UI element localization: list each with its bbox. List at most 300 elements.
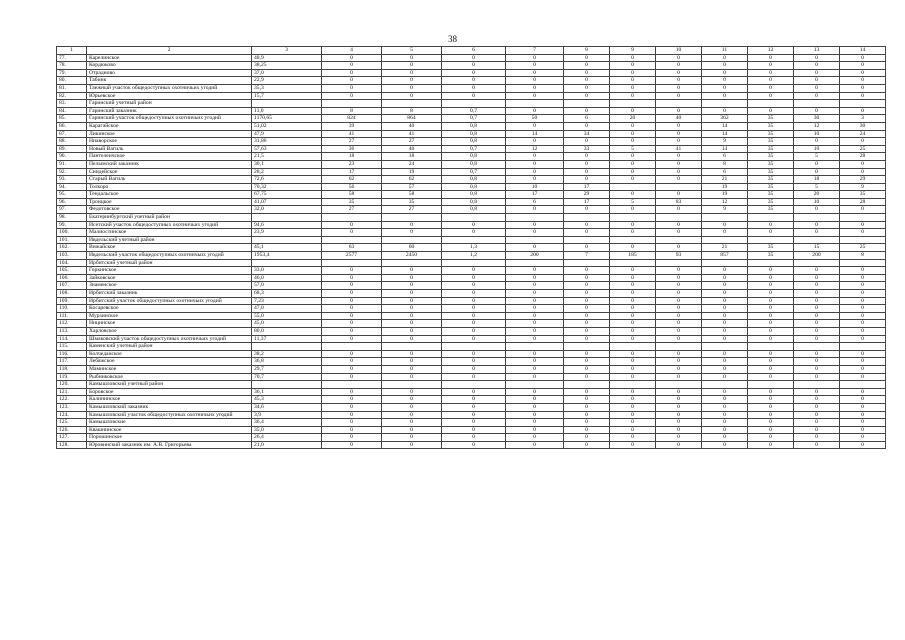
value-cell: 0	[794, 403, 840, 411]
row-number-cell: 106.	[57, 274, 87, 282]
column-header: 4	[322, 47, 382, 55]
value-cell: 0	[506, 396, 564, 404]
value-cell: 0	[794, 138, 840, 146]
value-cell	[656, 214, 702, 222]
value-cell	[656, 259, 702, 267]
value-cell: 0	[794, 396, 840, 404]
value-cell: 0	[794, 62, 840, 70]
value-cell: 0	[840, 290, 886, 298]
value-cell: 0	[442, 441, 506, 449]
value-cell: 0	[610, 365, 656, 373]
row-number-cell: 91.	[57, 160, 87, 168]
value-cell: 0	[564, 358, 610, 366]
page-number: 38	[448, 34, 457, 44]
section-row	[57, 236, 886, 244]
name-cell: Старый Вагиль	[87, 176, 252, 184]
value-cell: 0	[656, 153, 702, 161]
value-cell: 0	[794, 160, 840, 168]
name-cell: Пантелеичское	[87, 153, 252, 161]
name-cell: Шмаковский участок общедоступных охотничьих угодий	[87, 335, 252, 343]
value-cell: 0	[610, 267, 656, 275]
value-cell: 0	[322, 327, 382, 335]
value-cell: 15,7	[252, 92, 322, 100]
row-number-cell: 112.	[57, 320, 87, 328]
name-cell: Порошинское	[87, 434, 252, 442]
value-cell: 0	[656, 206, 702, 214]
value-cell: 25	[840, 244, 886, 252]
value-cell: 0,8	[442, 206, 506, 214]
value-cell: 0	[442, 54, 506, 62]
row-number-cell: 97.	[57, 206, 87, 214]
value-cell: 0	[564, 312, 610, 320]
value-cell: 0	[702, 297, 748, 305]
value-cell	[840, 381, 886, 389]
value-cell: 0	[442, 274, 506, 282]
table-row	[57, 358, 886, 366]
value-cell: 0	[702, 92, 748, 100]
value-cell: 0	[610, 350, 656, 358]
value-cell: 0	[564, 373, 610, 381]
value-cell: 0	[322, 274, 382, 282]
value-cell: 35	[748, 115, 794, 123]
value-cell: 41	[322, 130, 382, 138]
value-cell: 0	[322, 365, 382, 373]
value-cell: 0	[702, 290, 748, 298]
value-cell	[382, 236, 442, 244]
value-cell: 17	[564, 183, 610, 191]
value-cell: 0	[506, 335, 564, 343]
value-cell	[656, 236, 702, 244]
value-cell: 56	[322, 183, 382, 191]
value-cell: 55,0	[252, 312, 322, 320]
value-cell: 0	[702, 229, 748, 237]
value-cell	[610, 259, 656, 267]
value-cell: 0	[506, 84, 564, 92]
row-number-cell: 109.	[57, 297, 87, 305]
value-cell: 70,7	[252, 373, 322, 381]
name-cell: Каменский учетный район	[87, 343, 252, 351]
value-cell: 0	[702, 267, 748, 275]
value-cell: 0	[610, 107, 656, 115]
value-cell	[382, 343, 442, 351]
value-cell: 0	[564, 160, 610, 168]
value-cell: 0	[382, 54, 442, 62]
value-cell: 0	[610, 274, 656, 282]
value-cell: 17	[506, 191, 564, 199]
value-cell: 0	[564, 350, 610, 358]
value-cell: 1953,4	[252, 252, 322, 260]
value-cell: 0	[748, 358, 794, 366]
value-cell	[702, 214, 748, 222]
value-cell: 0	[382, 426, 442, 434]
value-cell: 58	[382, 191, 442, 199]
value-cell: 0	[610, 138, 656, 146]
table-row	[57, 77, 886, 85]
value-cell: 0	[506, 282, 564, 290]
value-cell	[564, 236, 610, 244]
value-cell: 0	[748, 84, 794, 92]
column-header: 14	[840, 47, 886, 55]
value-cell: 0	[610, 403, 656, 411]
value-cell: 0	[702, 327, 748, 335]
value-cell: 38,25	[252, 62, 322, 70]
value-cell: 0	[794, 282, 840, 290]
value-cell	[840, 343, 886, 351]
value-cell: 0	[382, 350, 442, 358]
value-cell: 0	[656, 130, 702, 138]
value-cell: 0	[506, 267, 564, 275]
value-cell: 0	[748, 274, 794, 282]
value-cell	[840, 100, 886, 108]
value-cell: 0	[382, 84, 442, 92]
value-cell: 21	[702, 244, 748, 252]
table-row	[57, 92, 886, 100]
value-cell: 28	[840, 198, 886, 206]
value-cell: 0	[610, 229, 656, 237]
value-cell: 23,9	[252, 229, 322, 237]
value-cell	[794, 100, 840, 108]
row-number-cell: 117.	[57, 358, 87, 366]
value-cell	[252, 381, 322, 389]
value-cell: 47,0	[252, 305, 322, 313]
value-cell	[442, 343, 506, 351]
value-cell	[840, 214, 886, 222]
value-cell: 35	[748, 122, 794, 130]
value-cell: 0	[702, 434, 748, 442]
name-cell: Зайковское	[87, 274, 252, 282]
value-cell: 67,75	[252, 191, 322, 199]
value-cell	[748, 236, 794, 244]
value-cell: 0	[322, 221, 382, 229]
value-cell: 0	[382, 335, 442, 343]
value-cell: 0	[322, 426, 382, 434]
value-cell: 50	[506, 115, 564, 123]
table-row	[57, 115, 886, 123]
value-cell: 0	[748, 426, 794, 434]
value-cell: 0	[322, 267, 382, 275]
value-cell: 40	[382, 122, 442, 130]
row-number-cell: 113.	[57, 327, 87, 335]
value-cell: 0	[506, 358, 564, 366]
value-cell: 0	[506, 229, 564, 237]
value-cell: 0	[506, 320, 564, 328]
name-cell: Мурзинское	[87, 312, 252, 320]
value-cell	[252, 214, 322, 222]
row-number-cell: 124.	[57, 411, 87, 419]
name-cell: Косаревское	[87, 305, 252, 313]
value-cell: 33,0	[252, 267, 322, 275]
name-cell: Малиостинское	[87, 229, 252, 237]
value-cell: 35,0	[252, 426, 322, 434]
table-row	[57, 426, 886, 434]
value-cell: 0	[702, 373, 748, 381]
value-cell: 0	[748, 267, 794, 275]
value-cell: 24	[840, 130, 886, 138]
value-cell: 35	[748, 176, 794, 184]
value-cell: 12	[794, 122, 840, 130]
value-cell: 34,6	[252, 403, 322, 411]
value-cell: 0	[794, 373, 840, 381]
table-row	[57, 244, 886, 252]
name-cell: Ницинское	[87, 320, 252, 328]
value-cell: 0	[564, 441, 610, 449]
value-cell: 0	[702, 274, 748, 282]
value-cell: 0	[610, 69, 656, 77]
value-cell: 18	[382, 153, 442, 161]
value-cell: 0	[656, 305, 702, 313]
value-cell: 0	[748, 92, 794, 100]
row-number-cell: 88.	[57, 138, 87, 146]
column-header: 3	[252, 47, 322, 55]
table-row	[57, 69, 886, 77]
value-cell: 18	[322, 153, 382, 161]
value-cell: 15	[794, 244, 840, 252]
value-cell: 0	[506, 411, 564, 419]
value-cell	[748, 259, 794, 267]
value-cell: 0	[610, 290, 656, 298]
table-row	[57, 107, 886, 115]
value-cell: 41,07	[252, 198, 322, 206]
value-cell: 0	[442, 335, 506, 343]
value-cell: 3	[840, 115, 886, 123]
value-cell: 0	[382, 221, 442, 229]
value-cell: 0	[794, 206, 840, 214]
value-cell: 1,2	[442, 252, 506, 260]
value-cell: 57,63	[252, 145, 322, 153]
value-cell: 0	[748, 396, 794, 404]
value-cell	[748, 343, 794, 351]
value-cell: 0	[506, 388, 564, 396]
value-cell: 0	[564, 229, 610, 237]
value-cell: 0	[382, 320, 442, 328]
row-number-cell: 119.	[57, 373, 87, 381]
column-header: 10	[656, 47, 702, 55]
name-cell: Рыбниковское	[87, 373, 252, 381]
name-cell: Горкинское	[87, 267, 252, 275]
table-row	[57, 229, 886, 237]
value-cell: 0	[702, 282, 748, 290]
value-cell: 0,7	[442, 168, 506, 176]
value-cell: 0	[748, 434, 794, 442]
value-cell	[610, 100, 656, 108]
value-cell: 0	[656, 297, 702, 305]
value-cell: 38,2	[252, 350, 322, 358]
value-cell: 0	[656, 290, 702, 298]
value-cell	[794, 381, 840, 389]
value-cell	[564, 100, 610, 108]
value-cell: 0	[656, 373, 702, 381]
name-cell: Таежный участок общедоступных охотничьих угодий	[87, 84, 252, 92]
value-cell: 0,8	[442, 183, 506, 191]
value-cell: 0	[442, 396, 506, 404]
value-cell: 5	[610, 145, 656, 153]
value-cell: 0	[610, 92, 656, 100]
value-cell: 24	[382, 160, 442, 168]
value-cell: 0	[442, 358, 506, 366]
value-cell: 32,0	[252, 206, 322, 214]
value-cell: 0	[656, 282, 702, 290]
column-header: 2	[87, 47, 252, 55]
table-row	[57, 191, 886, 199]
value-cell: 21,0	[252, 441, 322, 449]
value-cell: 0	[794, 335, 840, 343]
value-cell: 14	[702, 122, 748, 130]
value-cell: 0	[506, 92, 564, 100]
name-cell: Гаринский учетный район	[87, 100, 252, 108]
value-cell: 0	[748, 305, 794, 313]
value-cell	[442, 259, 506, 267]
row-number-cell: 78.	[57, 62, 87, 70]
value-cell: 0,8	[442, 122, 506, 130]
name-cell: Гаринский участок общедоступных охотничьих угодий	[87, 115, 252, 123]
value-cell: 0	[442, 229, 506, 237]
value-cell	[322, 259, 382, 267]
value-cell	[748, 100, 794, 108]
value-cell: 0	[656, 350, 702, 358]
value-cell: 0	[564, 267, 610, 275]
name-cell: Карагайское	[87, 122, 252, 130]
value-cell: 0	[656, 168, 702, 176]
value-cell: 0	[322, 84, 382, 92]
value-cell: 0	[840, 358, 886, 366]
value-cell: 0	[610, 411, 656, 419]
value-cell: 0	[442, 305, 506, 313]
value-cell: 0	[610, 305, 656, 313]
value-cell: 0	[564, 92, 610, 100]
value-cell: 60	[382, 244, 442, 252]
value-cell: 0,7	[442, 115, 506, 123]
value-cell: 0	[840, 92, 886, 100]
value-cell: 0	[442, 267, 506, 275]
value-cell: 70,32	[252, 183, 322, 191]
value-cell: 83	[656, 198, 702, 206]
name-cell: Ивдельский участок общедоступных охотничьих угодий	[87, 252, 252, 260]
value-cell: 29	[840, 176, 886, 184]
name-cell: Колчеданское	[87, 350, 252, 358]
value-cell	[656, 183, 702, 191]
value-cell: 51,02	[252, 122, 322, 130]
value-cell: 28,2	[252, 168, 322, 176]
value-cell: 0	[564, 54, 610, 62]
name-cell: Камышловский учетный район	[87, 381, 252, 389]
table-row	[57, 305, 886, 313]
value-cell: 0	[564, 434, 610, 442]
value-cell: 0	[702, 107, 748, 115]
value-cell: 0	[564, 221, 610, 229]
value-cell: 45,0	[252, 320, 322, 328]
row-number-cell: 95.	[57, 191, 87, 199]
value-cell: 0	[656, 176, 702, 184]
value-cell: 0	[610, 54, 656, 62]
value-cell: 68,3	[252, 290, 322, 298]
name-cell: Тендальское	[87, 191, 252, 199]
row-number-cell: 92.	[57, 168, 87, 176]
row-number-cell: 118.	[57, 365, 87, 373]
value-cell: 0	[840, 267, 886, 275]
value-cell	[322, 214, 382, 222]
value-cell: 35	[748, 191, 794, 199]
section-row	[57, 100, 886, 108]
value-cell: 0	[748, 312, 794, 320]
value-cell	[322, 381, 382, 389]
table-row	[57, 176, 886, 184]
value-cell: 0	[794, 290, 840, 298]
name-cell: Федотовское	[87, 206, 252, 214]
value-cell: 0	[702, 69, 748, 77]
value-cell: 0	[610, 62, 656, 70]
value-cell: 0	[748, 335, 794, 343]
value-cell: 0	[794, 358, 840, 366]
name-cell: Кордюково	[87, 62, 252, 70]
value-cell: 35	[748, 138, 794, 146]
value-cell: 0	[702, 403, 748, 411]
value-cell: 2450	[382, 252, 442, 260]
value-cell: 3,9	[252, 411, 322, 419]
value-cell: 362	[702, 115, 748, 123]
value-cell: 7	[564, 252, 610, 260]
value-cell: 0	[702, 335, 748, 343]
value-cell: 5	[794, 153, 840, 161]
value-cell	[506, 236, 564, 244]
table-row	[57, 274, 886, 282]
row-number-cell: 105.	[57, 267, 87, 275]
value-cell: 29	[564, 191, 610, 199]
value-cell: 0	[382, 92, 442, 100]
value-cell: 0	[610, 320, 656, 328]
name-cell: Знаменское	[87, 282, 252, 290]
value-cell: 0	[382, 274, 442, 282]
value-cell: 36,8	[252, 358, 322, 366]
value-cell: 0	[564, 365, 610, 373]
section-row	[57, 214, 886, 222]
value-cell: 0	[564, 282, 610, 290]
value-cell: 0	[382, 388, 442, 396]
value-cell: 30,1	[252, 160, 322, 168]
value-cell: 0	[382, 358, 442, 366]
row-number-cell: 122.	[57, 396, 87, 404]
value-cell: 0	[702, 350, 748, 358]
value-cell: 0	[840, 305, 886, 313]
value-cell: 0	[322, 411, 382, 419]
value-cell: 0	[564, 274, 610, 282]
name-cell: Пелымский заказник	[87, 160, 252, 168]
row-number-cell: 125.	[57, 419, 87, 427]
name-cell: Юровинский заказник им. А.В. Григорьева	[87, 441, 252, 449]
value-cell: 0	[382, 297, 442, 305]
value-cell: 0	[382, 373, 442, 381]
name-cell: Юрьевское	[87, 92, 252, 100]
row-number-cell: 126.	[57, 426, 87, 434]
row-number-cell: 115.	[57, 343, 87, 351]
value-cell: 23	[322, 160, 382, 168]
value-cell: 57	[382, 183, 442, 191]
value-cell: 0	[702, 396, 748, 404]
value-cell: 20	[610, 115, 656, 123]
value-cell: 0	[610, 77, 656, 85]
row-number-cell: 94.	[57, 183, 87, 191]
value-cell: 0	[748, 297, 794, 305]
value-cell: 0	[656, 426, 702, 434]
value-cell	[322, 236, 382, 244]
value-cell	[252, 236, 322, 244]
value-cell: 0	[322, 282, 382, 290]
value-cell: 0	[840, 206, 886, 214]
value-cell	[702, 343, 748, 351]
value-cell: 0	[794, 426, 840, 434]
value-cell	[656, 381, 702, 389]
value-cell: 0	[442, 221, 506, 229]
value-cell: 37,0	[252, 69, 322, 77]
